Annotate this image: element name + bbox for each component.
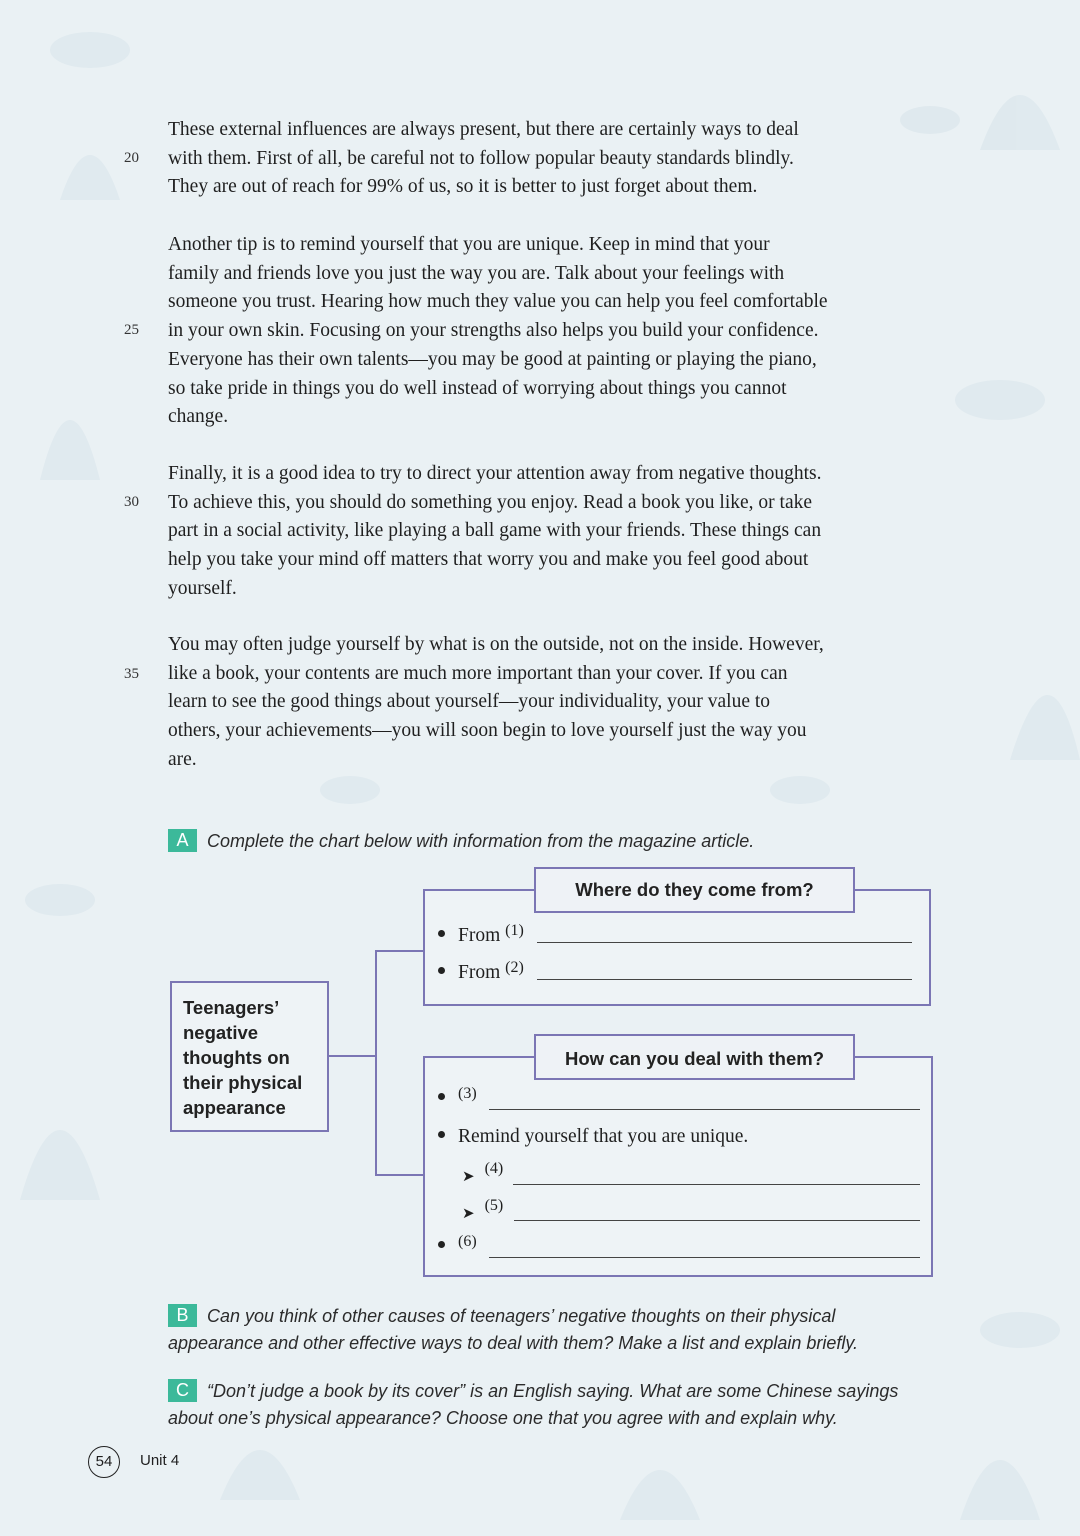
task-c-badge: C	[168, 1379, 197, 1402]
source-item-1: From $^{(1)}$	[438, 922, 524, 947]
deal-box-title: How can you deal with them?	[534, 1034, 855, 1080]
task-b-instruction: B Can you think of other causes of teenagers’ negative thoughts on their physical appearance and other effective ways to deal with them? Make a list and explain briefly.	[168, 1305, 859, 1353]
bullet-icon	[438, 930, 445, 937]
arrow-bullet-icon: ➤	[462, 1206, 475, 1222]
article-paragraph-2: Another tip is to remind yourself that you are unique. Keep in mind that your family and friends love you just the way you are. Talk about your feelings with someone you trust. Hearing how much they value you can help you feel comfortable in your own skin. Focusing on your strengths also helps you build your confidence. Everyone has their own talents—you may be good at painting or playing the piano, so take pride in things you do well instead of worrying about things you cannot change.	[168, 234, 828, 428]
deal-item-3: (3)	[438, 1085, 477, 1110]
bullet-icon	[438, 967, 445, 974]
arrow-bullet-icon: ➤	[462, 1169, 475, 1185]
connector-line	[375, 950, 377, 1176]
bullet-icon	[438, 1093, 445, 1100]
connector-line	[375, 950, 424, 952]
unit-label: Unit 4	[140, 1452, 180, 1469]
source-item-2: From $^{(2)}$	[438, 959, 524, 984]
answer-blank-6[interactable]	[489, 1257, 920, 1258]
line-number: 25	[124, 322, 139, 338]
article-paragraph-1: These external influences are always present, but there are certainly ways to deal with them. First of all, be careful not to follow popular beauty standards blindly. They are out of reach for 99% of us, so it is better to just forget about them.	[168, 119, 799, 198]
line-number: 20	[124, 150, 139, 166]
deal-item-5: ➤ $^{(5)}$	[462, 1197, 504, 1222]
article-paragraph-4: You may often judge yourself by what is on the outside, not on the inside. However, like a book, your contents are much more important than your cover. If you can learn to see the good things about yourself—your individuality, your value to others, your achievements—you will soon begin to love yourself just the way you are.	[168, 634, 824, 770]
connector-line	[329, 1055, 377, 1057]
bullet-icon	[438, 1131, 445, 1138]
line-number: 30	[124, 494, 139, 510]
task-a-badge: A	[168, 829, 197, 852]
task-c-instruction: C “Don’t judge a book by its cover” is an English saying. What are some Chinese sayings about one’s physical appearance? Choose one that you agree with and explain why.	[168, 1380, 899, 1428]
answer-blank-2[interactable]	[537, 979, 912, 980]
page-number: 54	[88, 1446, 120, 1478]
line-number: 35	[124, 666, 139, 682]
article-paragraph-3: Finally, it is a good idea to try to direct your attention away from negative thoughts. To achieve this, you should do something you enjoy. Read a book you like, or take part in a social activity, like playing a ball game with your friends. These things can help you take your mind off matters that worry you and make you feel good about yourself.	[168, 463, 822, 599]
answer-blank-1[interactable]	[537, 942, 912, 943]
deal-item-6: (6)	[438, 1233, 477, 1258]
task-b-badge: B	[168, 1304, 197, 1327]
answer-blank-4[interactable]	[513, 1184, 920, 1185]
answer-blank-3[interactable]	[489, 1109, 920, 1110]
topic-box: Teenagers’ negative thoughts on their physical appearance	[170, 981, 329, 1132]
source-box-title: Where do they come from?	[534, 867, 855, 913]
bullet-icon	[438, 1241, 445, 1248]
answer-blank-5[interactable]	[514, 1220, 920, 1221]
deal-item-4: ➤ $^{(4)}$	[462, 1160, 504, 1185]
connector-line	[375, 1174, 424, 1176]
deal-item-unique: Remind yourself that you are unique.	[438, 1126, 748, 1148]
task-a-instruction: A Complete the chart below with information from the magazine article.	[168, 828, 928, 855]
